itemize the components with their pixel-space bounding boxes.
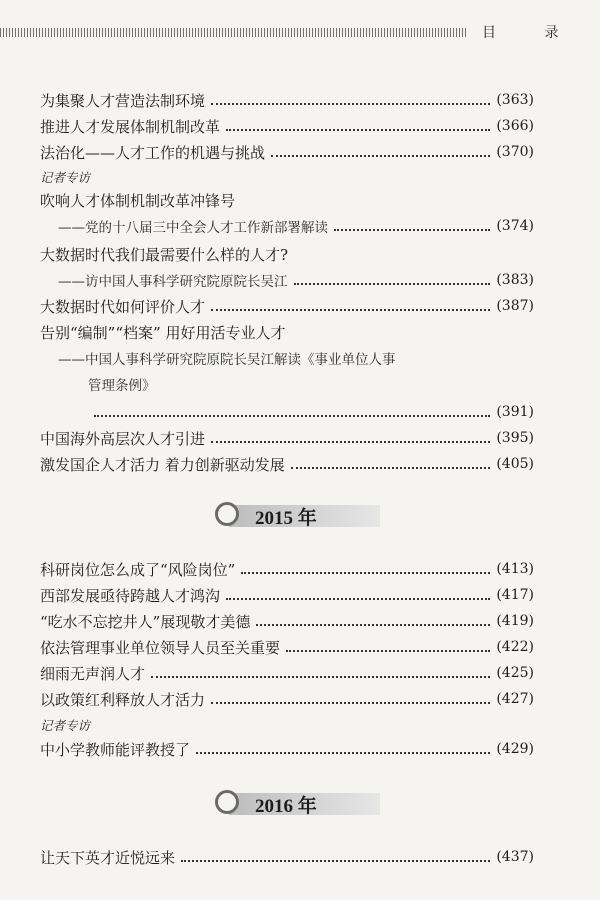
toc-entry[interactable] [40, 635, 534, 659]
leader-dots [294, 282, 491, 285]
toc-subtitle: ——访中国人事科学研究院原院长吴江 [58, 274, 288, 290]
toc-entry-subtitle[interactable] [40, 214, 534, 238]
toc-entry[interactable] [40, 583, 534, 607]
toc-entry-subtitle [40, 372, 534, 396]
toc-page: (370) [496, 144, 534, 160]
toc-page: (395) [496, 430, 534, 446]
toc-title: 大数据时代我们最需要什么样的人才? [40, 245, 289, 264]
toc-page: (419) [496, 613, 534, 629]
leader-dots [226, 128, 490, 131]
year-banner-2016 [215, 788, 380, 816]
toc-page: (405) [496, 456, 534, 472]
toc-title: 激发国企人才活力 着力创新驱动发展 [40, 455, 285, 474]
toc-entry-subtitle [40, 346, 534, 370]
toc-page: (429) [496, 741, 534, 757]
leader-dots [256, 623, 490, 626]
running-head: 目 录 [482, 25, 581, 41]
leader-dots [211, 308, 490, 311]
toc-entry[interactable] [40, 114, 534, 138]
leader-dots [181, 859, 490, 862]
toc-title: 告别“编制”“档案” 用好用活专业人才 [40, 323, 286, 342]
toc-entry[interactable] [40, 687, 534, 711]
leader-dots [334, 228, 490, 231]
toc-page: (417) [496, 587, 534, 603]
toc-title: 大数据时代如何评价人才 [40, 297, 206, 316]
toc-page: (427) [496, 691, 534, 707]
toc-title: 以政策红利释放人才活力 [40, 690, 206, 709]
toc-page: (437) [496, 849, 534, 865]
year-heading: 2016 年 [255, 796, 317, 817]
toc-entry[interactable] [40, 737, 534, 761]
leader-dots [196, 751, 490, 754]
toc-title: 依法管理事业单位领导人员至关重要 [40, 638, 281, 657]
toc-subtitle: 管理条例》 [88, 378, 156, 394]
leader-dots [151, 675, 490, 678]
toc-page: (413) [496, 561, 534, 577]
leader-dots [241, 571, 490, 574]
circle-icon [215, 502, 239, 526]
header-hatch-rule [0, 28, 468, 37]
toc-entry[interactable] [40, 140, 534, 164]
toc-title: 法治化——人才工作的机遇与挑战 [40, 143, 266, 162]
leader-dots [271, 154, 490, 157]
toc-entry-title[interactable] [40, 242, 534, 266]
toc-entry[interactable] [40, 661, 534, 685]
toc-entry[interactable] [40, 845, 534, 869]
toc-title: “吃水不忘挖井人”展现敬才美德 [40, 612, 251, 631]
year-heading: 2015 年 [255, 508, 317, 529]
leader-dots [211, 440, 490, 443]
toc-entry-title[interactable] [40, 188, 534, 212]
leader-dots [226, 597, 490, 600]
toc-entry[interactable] [40, 557, 534, 581]
toc-entry[interactable] [40, 294, 534, 318]
toc-title: 让天下英才近悦远来 [40, 848, 176, 867]
toc-entry[interactable] [40, 452, 534, 476]
year-banner-2015 [215, 500, 380, 528]
toc-title: 吹响人才体制机制改革冲锋号 [40, 191, 236, 210]
toc-title: 中小学教师能评教授了 [40, 740, 191, 759]
toc-entry[interactable] [40, 426, 534, 450]
toc-page: (374) [496, 218, 534, 234]
circle-icon [215, 790, 239, 814]
toc-entry-page-line[interactable] [40, 400, 534, 424]
toc-page: (383) [496, 272, 534, 288]
leader-dots [286, 649, 490, 652]
toc-page: (422) [496, 639, 534, 655]
toc-title: 科研岗位怎么成了“风险岗位” [40, 560, 236, 579]
toc-entry[interactable] [40, 609, 534, 633]
toc-subtitle: ——党的十八届三中全会人才工作新部署解读 [58, 220, 328, 236]
toc-entry[interactable] [40, 88, 534, 112]
section-tag: 记者专访 [40, 718, 91, 733]
toc-subtitle: ——中国人事科学研究院原院长吴江解读《事业单位人事 [58, 352, 396, 368]
leader-dots [211, 701, 490, 704]
leader-dots [291, 466, 491, 469]
leader-dots [211, 102, 490, 105]
toc-entry-title[interactable] [40, 320, 534, 344]
toc-page: (425) [496, 665, 534, 681]
leader-dots [94, 414, 490, 417]
toc-title: 为集聚人才营造法制环境 [40, 91, 206, 110]
toc-page: (387) [496, 298, 534, 314]
toc-title: 西部发展亟待跨越人才鸿沟 [40, 586, 221, 605]
toc-page: (363) [496, 92, 534, 108]
toc-page: (366) [496, 118, 534, 134]
toc-entry-subtitle[interactable] [40, 268, 534, 292]
toc-page: (391) [496, 404, 534, 420]
section-tag: 记者专访 [40, 170, 91, 185]
toc-title: 细雨无声润人才 [40, 664, 146, 683]
toc-title: 推进人才发展体制机制改革 [40, 117, 221, 136]
toc-title: 中国海外高层次人才引进 [40, 429, 206, 448]
